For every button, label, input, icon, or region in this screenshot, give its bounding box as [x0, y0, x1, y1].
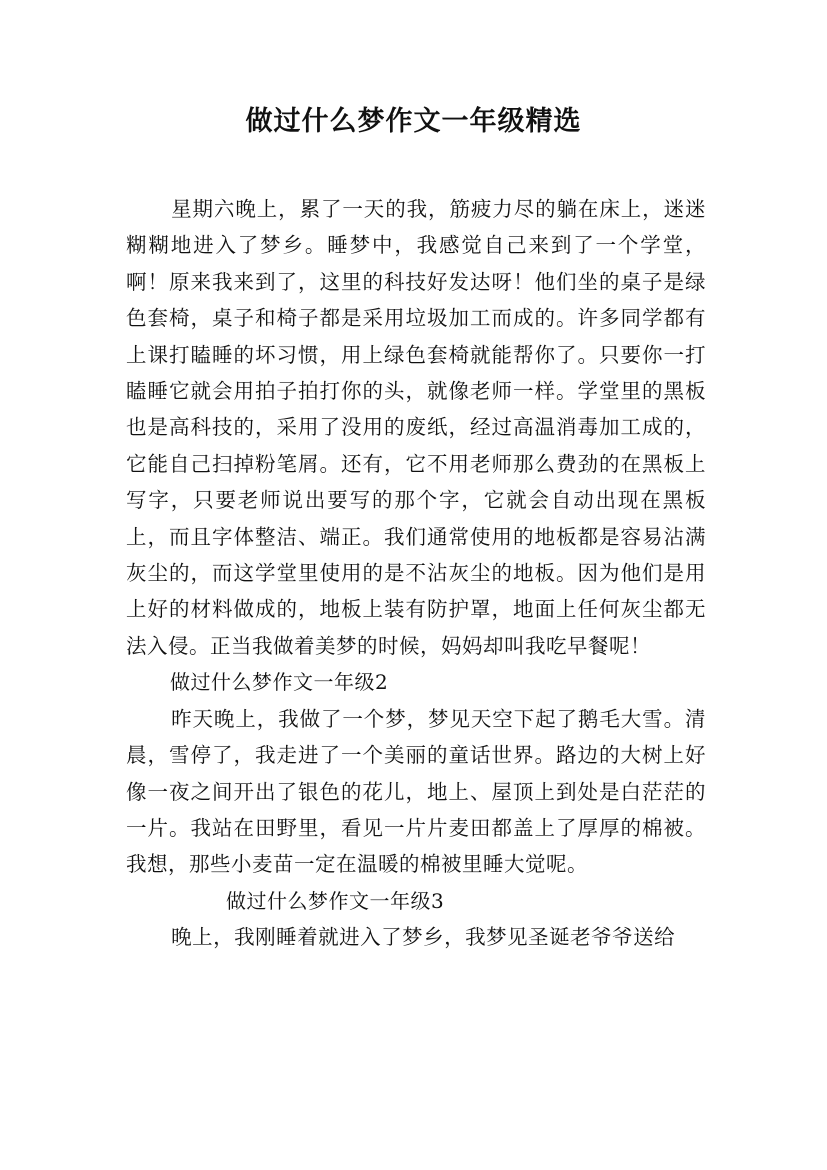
paragraph-1: 星期六晚上，累了一天的我，筋疲力尽的躺在床上，迷迷糊糊地进入了梦乡。睡梦中，我感觉自己来到了一个学堂，啊！原来我来到了，这里的科技好发达呀！他们坐的桌子是绿色套椅，桌子和椅子都是采用垃圾加工而成的。许多同学都有上课打瞌睡的坏习惯，用上绿色套椅就能帮你了。只要你一打瞌睡它就会用拍子拍打你的头，就像老师一样。学堂里的黑板也是高科技的，采用了没用的废纸，经过高温消毒加工成的，它能自己扫掉粉笔屑。还有，它不用老师那么费劲的在黑板上写字，只要老师说出要写的那个字，它就会自动出现在黑板上，而且字体整洁、端正。我们通常使用的地板都是容易沾满灰尘的，而这学堂里使用的是不沾灰尘的地板。因为他们是用上好的材料做成的，地板上装有防护罩，地面上任何灰尘都无法入侵。正当我做着美梦的时候，妈妈却叫我吃早餐呢！ — [126, 197, 706, 658]
document-title: 做过什么梦作文一年级精选 — [245, 106, 582, 137]
document-body — [126, 191, 706, 956]
subheading-2: 做过什么梦作文一年级2 — [170, 670, 389, 695]
paragraph-2: 昨天晚上，我做了一个梦，梦见天空下起了鹅毛大雪。清晨，雪停了，我走进了一个美丽的童话世界。路边的大树上好像一夜之间开出了银色的花儿，地上、屋顶上到处是白茫茫的一片。我站在田野里，看见一片片麦田都盖上了厚厚的棉被。我想，那些小麦苗一定在温暖的棉被里睡大觉呢。 — [126, 706, 706, 877]
paragraph-3: 晚上，我刚睡着就进入了梦乡，我梦见圣诞老爷爷送给 — [171, 925, 676, 950]
subheading-3: 做过什么梦作文一年级3 — [226, 888, 445, 913]
